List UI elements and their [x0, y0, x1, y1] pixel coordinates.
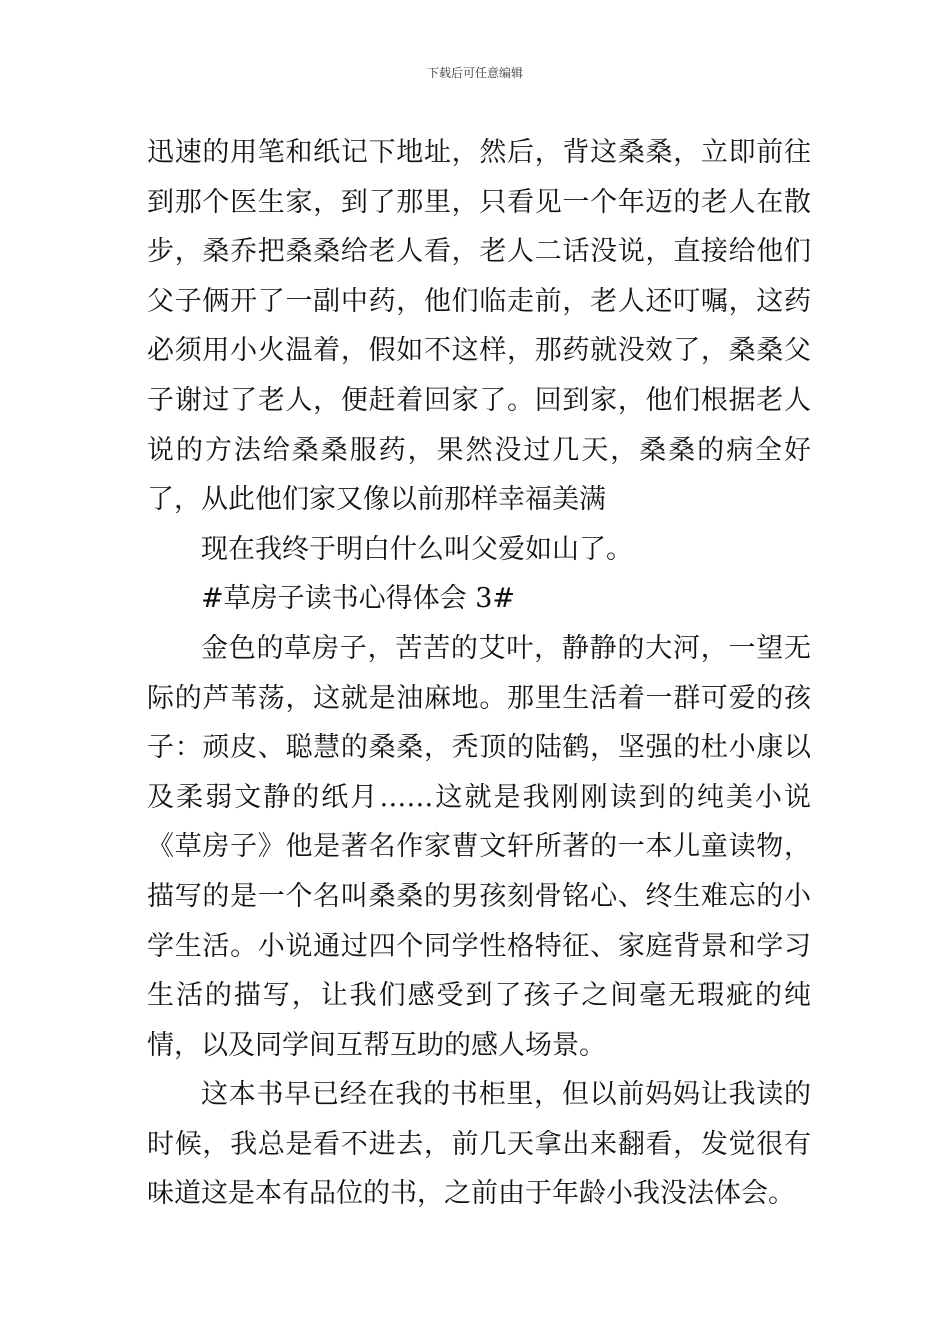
page-header: 下载后可任意编辑: [426, 66, 523, 80]
paragraph: 现在我终于明白什么叫父爱如山了。: [201, 533, 633, 565]
paragraph-continued: 迅速的用笔和纸记下地址，然后，背这桑桑，立即前往到那个医生家，到了那里，只看见一个年迈的老人在散步，桑乔把桑桑给老人看，老人二话没说，直接给他们父子俩开了一副中药，他们临走前，老人还叮嘱，这药必须用小火温着，假如不这样，那药就没效了，桑桑父子谢过了老人，便赶着回家了。回到家，他们根据老人说的方法给桑桑服药，果然没过几天，桑桑的病全好了，从此他们家又像以前那样幸福美满: [147, 137, 811, 516]
paragraph: 金色的草房子，苦苦的艾叶，静静的大河，一望无际的芦苇荡，这就是油麻地。那里生活着一群可爱的孩子：顽皮、聪慧的桑桑，秃顶的陆鹤，坚强的杜小康以及柔弱文静的纸月……这就是我刚刚读到的纯美小说《草房子》他是著名作家曹文轩所著的一本儿童读物，描写的是一个名叫桑桑的男孩刻骨铭心、终生难忘的小学生活。小说通过四个同学性格特征、家庭背景和学习生活的描写，让我们感受到了孩子之间毫无瑕疵的纯情，以及同学间互帮互助的感人场景。: [147, 632, 811, 1061]
document-body: [147, 128, 811, 1219]
section-heading: #草房子读书心得体会 3#: [201, 583, 516, 615]
paragraph: 这本书早已经在我的书柜里，但以前妈妈让我读的时候，我总是看不进去，前几天拿出来翻看，发觉很有味道这是本有品位的书，之前由于年龄小我没法体会。: [147, 1079, 811, 1210]
